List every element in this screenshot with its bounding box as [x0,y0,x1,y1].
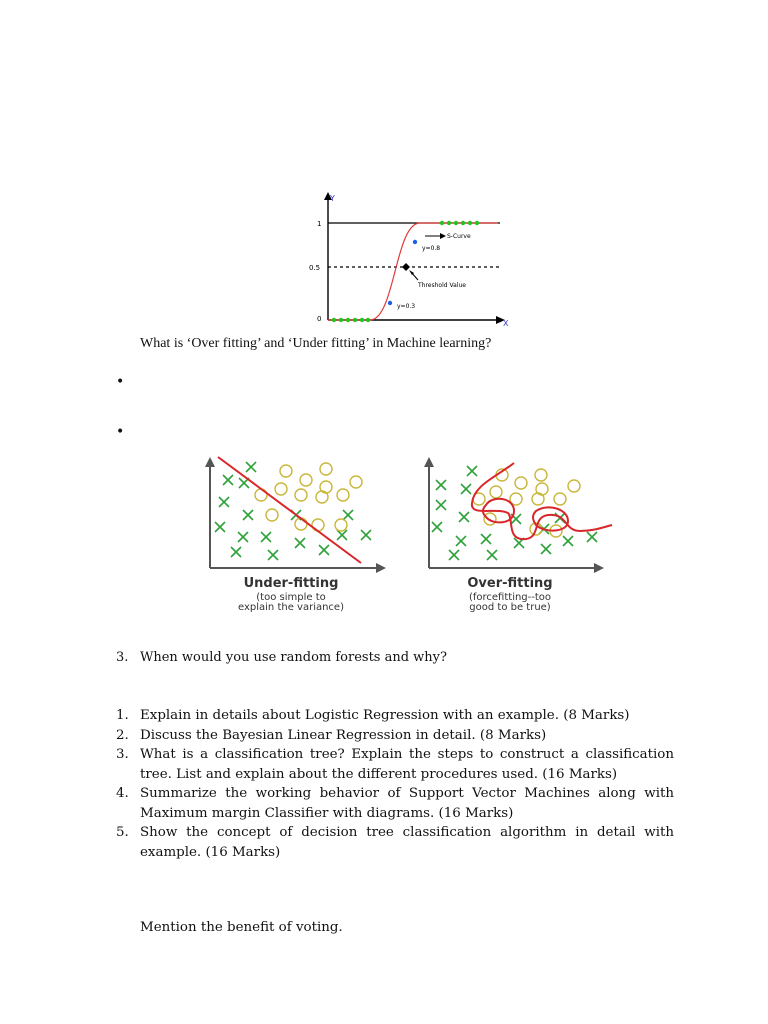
point-y0-8 [413,240,417,244]
s-curve-label: S-Curve [447,233,471,240]
list-item [116,784,674,823]
questions-list [116,706,674,862]
list-item [116,726,674,746]
overfitting-panel [424,457,612,613]
item-number: 2. [116,727,129,743]
tick-0: 0 [317,315,322,323]
tick-0-5: 0.5 [309,264,321,272]
tick-1: 1 [317,220,322,228]
underfit-boundary [218,457,361,563]
y08-label: y=0.8 [422,245,441,252]
overfitting-sub1: (forcefitting--too [468,592,552,603]
list-item [116,706,674,726]
overfitting-sub2: good to be true) [469,602,551,613]
point-y0-3 [388,301,392,305]
item-text: Show the concept of decision tree classification algorithm in detail with example. (16 Marks) [140,825,674,860]
question-overfitting: What is ‘Over fitting’ and ‘Under fitting’ in Machine learning? [140,336,492,351]
threshold-label: Threshold Value [418,282,466,289]
random-forest-question: When would you use random forests and why? [140,650,447,665]
overfitting-title: Over-fitting [467,576,553,591]
underfitting-title: Under-fitting [243,576,339,591]
item-text: Explain in details about Logistic Regression with an example. (8 Marks) [140,708,630,723]
item-number: 1. [116,708,129,723]
item-text: What is a classification tree? Explain the steps to construct a classification tree. List and explain about the different procedures used. (16 Marks) [140,747,674,782]
item-text: Summarize the working behavior of Support Vector Machines along with Maximum margin Classifier with diagrams. (16 Marks) [140,786,674,821]
threshold-point [402,263,410,271]
item-number: 3. [116,747,129,762]
list-item [116,823,674,862]
random-forest-number: 3. [116,650,129,665]
underfitting-sub2: explain the variance) [238,602,344,613]
fitting-figure [196,455,626,620]
bullet-1: • [116,374,125,390]
item-number: 4. [116,786,129,801]
voting-question: Mention the benefit of voting. [140,920,343,935]
item-number: 5. [116,825,129,840]
y-axis-label: Y [330,194,335,203]
underfitting-sub1: (too simple to [256,592,326,603]
underfitting-panel [205,457,386,613]
item-text: Discuss the Bayesian Linear Regression in detail. (8 Marks) [140,727,547,743]
x-axis-label: X [503,319,509,328]
list-item [116,745,674,784]
crosses-left [215,462,371,560]
bullet-2: • [116,424,125,440]
y03-label: y=0.3 [397,303,416,310]
sigmoid-chart [300,190,520,330]
